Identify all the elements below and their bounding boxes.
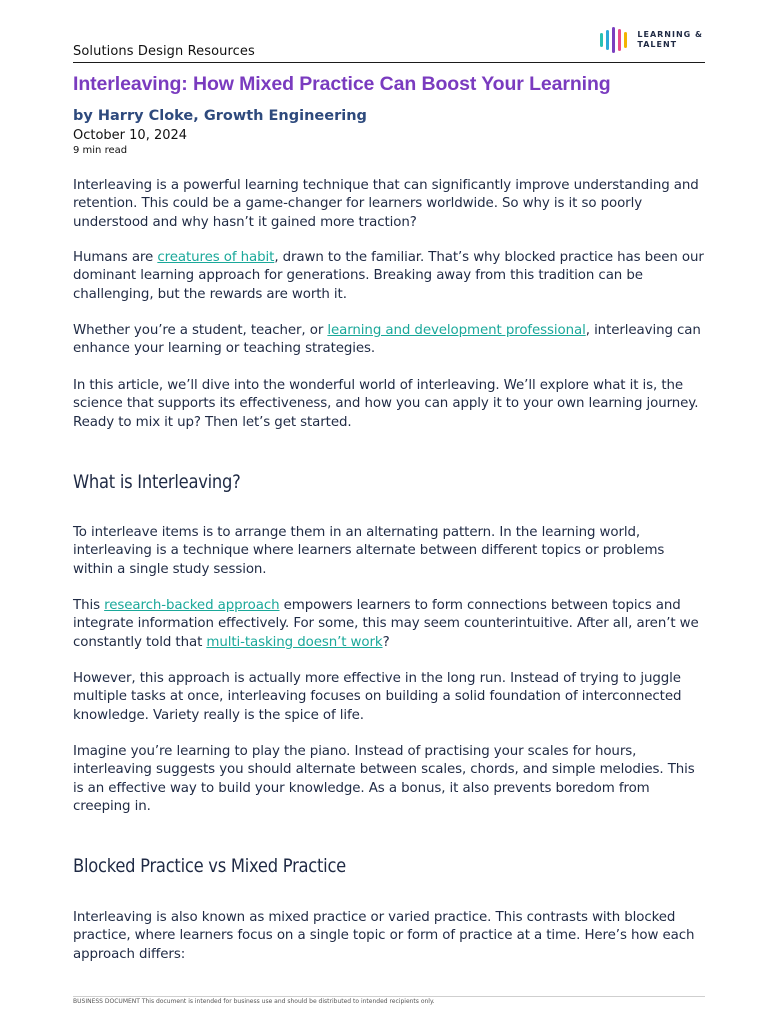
logo-text xyxy=(637,30,703,50)
logo-line-1: LEARNING & xyxy=(637,30,703,39)
paragraph-research xyxy=(73,597,707,652)
logo-line-2: TALENT xyxy=(637,40,678,49)
link-multi-tasking[interactable]: multi-tasking doesn’t work xyxy=(206,634,383,650)
learning-talent-logo xyxy=(600,26,703,54)
section-heading-what-is-interleaving: What is Interleaving? xyxy=(73,471,241,493)
paragraph-text: ? xyxy=(382,634,390,650)
paragraph-overview: In this article, we’ll dive into the wonderful world of interleaving. We’ll explore what it is, the science that supports its effectiveness, and how you can apply it to your own learning journey. Ready to mix it up? Then let’s get started. xyxy=(73,378,699,430)
section-heading-blocked-vs-mixed: Blocked Practice vs Mixed Practice xyxy=(73,855,346,877)
article-date: October 10, 2024 xyxy=(73,128,188,143)
link-learning-development-professional[interactable]: learning and development professional xyxy=(327,323,586,338)
paragraph-long-run: However, this approach is actually more effective in the long run. Instead of trying to juggle multiple tasks at once, interleaving focuses on building a solid foundation of interconnected knowledge. Variety really is the spice of life. xyxy=(73,671,682,723)
link-research-backed-approach[interactable]: research-backed approach xyxy=(104,598,280,613)
paragraph-mixed-practice: Interleaving is also known as mixed practice or varied practice. This contrasts with blocked practice, where learners focus on a single topic or form of practice at a time. Here’s how each approach differs: xyxy=(73,910,695,962)
paragraph-definition: To interleave items is to arrange them in an alternating pattern. In the learning world, interleaving is a technique where learners alternate between different topics or problems within a single study session. xyxy=(73,525,665,577)
header-label: Solutions Design Resources xyxy=(73,44,255,59)
paragraph-piano: Imagine you’re learning to play the piano. Instead of practising your scales for hours, interleaving suggests you should alternate between scales, chords, and simple melodies. This is an effective way to build your knowledge. As a bonus, it also prevents boredom from creeping in. xyxy=(73,744,695,814)
footer-notice: BUSINESS DOCUMENT This document is intended for business use and should be distributed to intended recipients only. xyxy=(73,998,435,1005)
article-title: Interleaving: How Mixed Practice Can Boost Your Learning xyxy=(73,73,611,95)
paragraph-text: , interleaving can enhance your learning or teaching strategies. xyxy=(73,323,701,357)
article-byline: by Harry Cloke, Growth Engineering xyxy=(73,108,367,124)
paragraph-text: empowers learners to form connections between topics and integrate information effectively. For some, this may seem counterintuitive. After all, aren’t we constantly told that xyxy=(73,598,699,650)
paragraph-text: This xyxy=(73,598,105,613)
read-time: 9 min read xyxy=(73,145,128,156)
paragraph-audience xyxy=(73,322,707,359)
logo-bars-icon xyxy=(600,27,627,53)
paragraph-habit xyxy=(73,249,707,304)
paragraph-intro: Interleaving is a powerful learning technique that can significantly improve understanding and retention. This could be a game-changer for learners worldwide. So why is it so poorly understood and why hasn’t it gained more traction? xyxy=(73,178,699,230)
paragraph-text: , drawn to the familiar. That’s why blocked practice has been our dominant learning approach for generations. Breaking away from this tradition can be challenging, but the rewards are worth it. xyxy=(73,250,704,302)
page-header xyxy=(73,26,705,63)
paragraph-text: Humans are xyxy=(73,250,158,265)
paragraph-text: Whether you’re a student, teacher, or xyxy=(73,323,328,338)
footer-divider xyxy=(73,996,705,997)
link-creatures-of-habit[interactable]: creatures of habit xyxy=(157,250,275,265)
